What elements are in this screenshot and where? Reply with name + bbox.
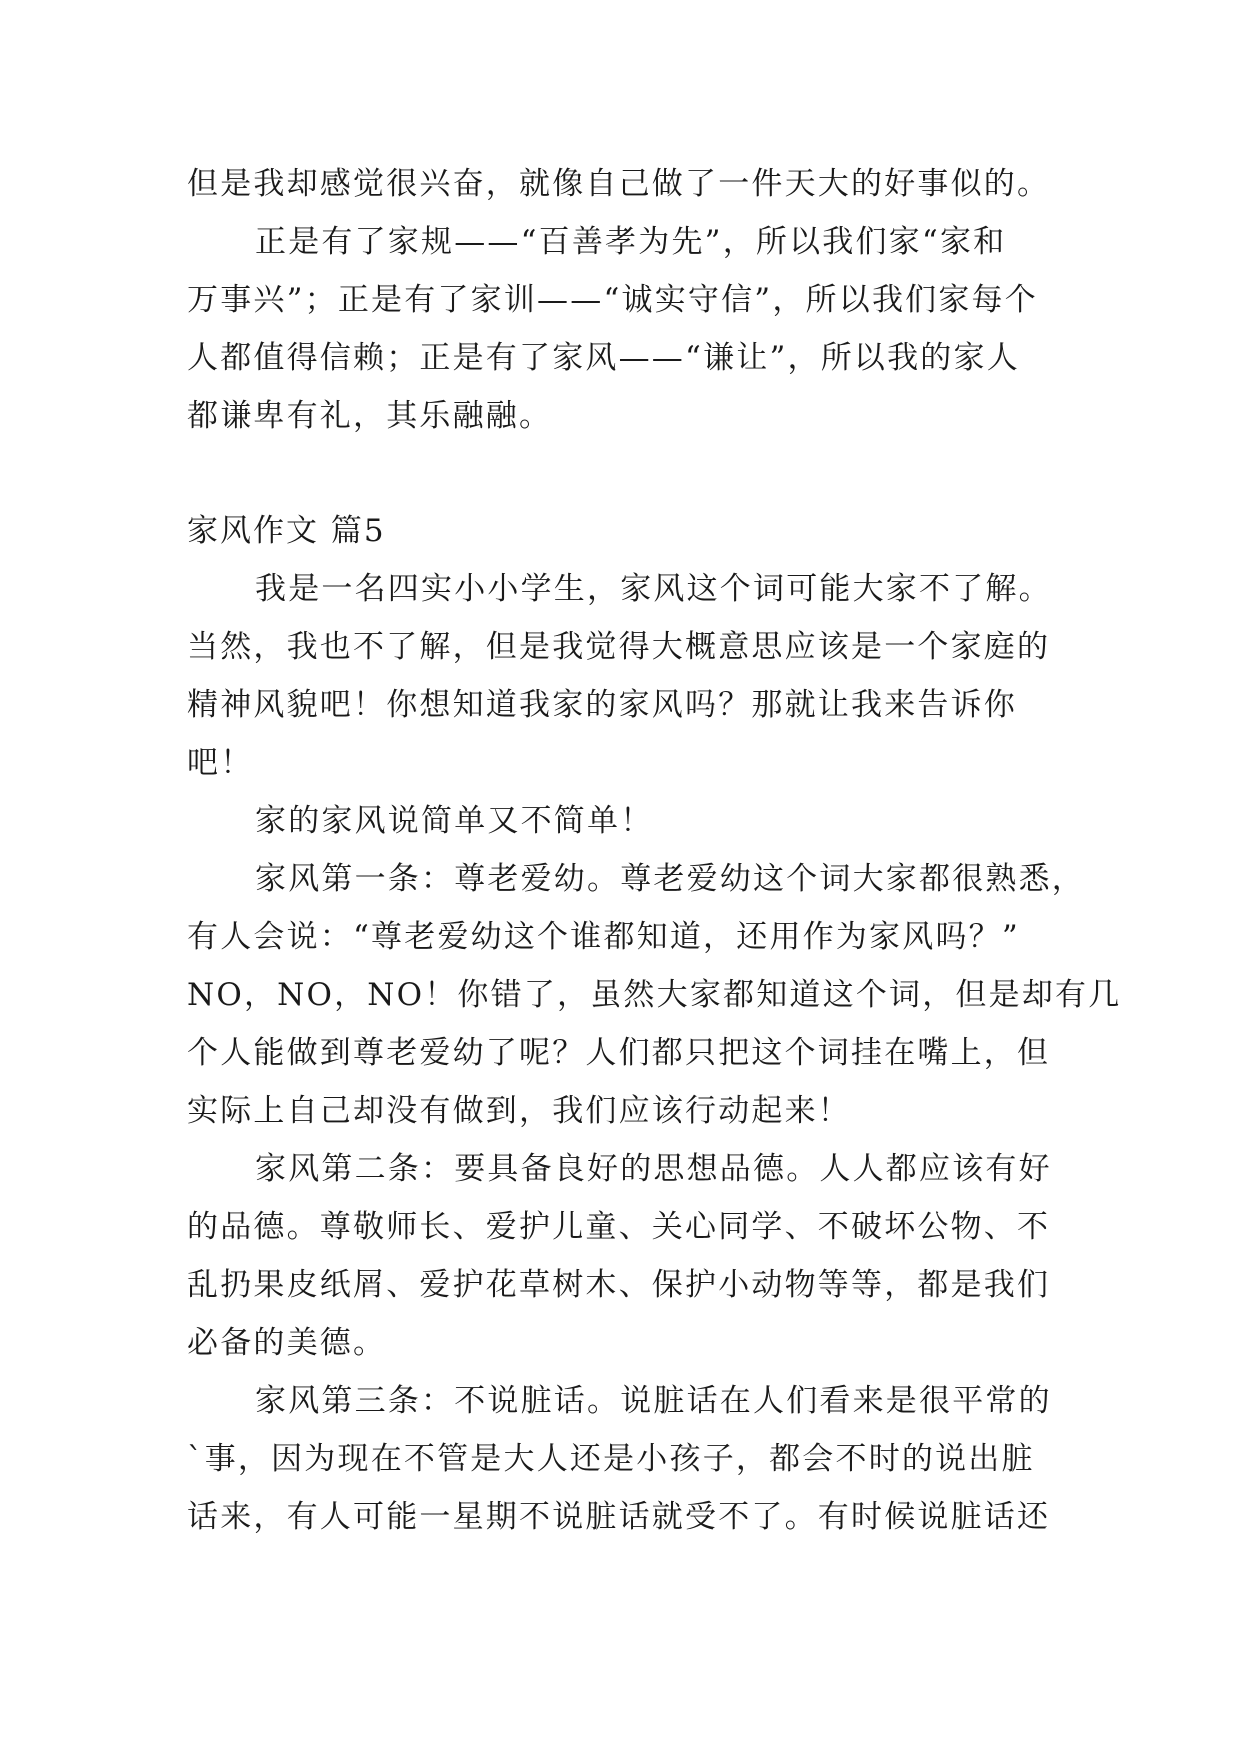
paragraph-line: 都谦卑有礼，其乐融融。 [187, 398, 553, 434]
paragraph-line: 吧！ [187, 745, 254, 781]
paragraph-line: 话来，有人可能一星期不说脏话就受不了。有时候说脏话还 [187, 1499, 1051, 1535]
paragraph-line: 实际上自己却没有做到，我们应该行动起来！ [187, 1093, 851, 1129]
paragraph-line: 人都值得信赖；正是有了家风——“谦让”，所以我的家人 [187, 340, 1020, 376]
paragraph-line: 乱扔果皮纸屑、爱护花草树木、保护小动物等等，都是我们 [187, 1267, 1051, 1303]
paragraph-line: 有人会说：“尊老爱幼这个谁都知道，还用作为家风吗？” [187, 919, 1020, 955]
section-heading: 家风作文 篇5 [187, 513, 386, 549]
paragraph-line: 家风第三条：不说脏话。说脏话在人们看来是很平常的 [255, 1383, 1052, 1419]
paragraph-line: 我是一名四实小小学生，家风这个词可能大家不了解。 [255, 571, 1052, 607]
paragraph-line: 当然，我也不了解，但是我觉得大概意思应该是一个家庭的 [187, 629, 1051, 665]
paragraph-line: 家风第二条：要具备良好的思想品德。人人都应该有好 [255, 1151, 1052, 1187]
paragraph-line: 家风第一条：尊老爱幼。尊老爱幼这个词大家都很熟悉， [255, 861, 1085, 897]
paragraph-line: 但是我却感觉很兴奋，就像自己做了一件天大的好事似的。 [187, 166, 1051, 202]
paragraph-line: 的品德。尊敬师长、爱护儿童、关心同学、不破坏公物、不 [187, 1209, 1051, 1245]
paragraph-line: 家的家风说简单又不简单！ [255, 803, 654, 839]
paragraph-line: 万事兴”；正是有了家训——“诚实守信”，所以我们家每个 [187, 282, 1038, 318]
paragraph-line: 正是有了家规——“百善孝为先”，所以我们家“家和 [255, 224, 1007, 260]
paragraph-line: 必备的美德。 [187, 1325, 387, 1361]
paragraph-line: 个人能做到尊老爱幼了呢？人们都只把这个词挂在嘴上，但 [187, 1035, 1051, 1071]
paragraph-line: NO，NO，NO！你错了，虽然大家都知道这个词，但是却有几 [187, 977, 1122, 1013]
paragraph-line: `事，因为现在不管是大人还是小孩子，都会不时的说出脏 [187, 1441, 1035, 1477]
paragraph-line: 精神风貌吧！你想知道我家的家风吗？那就让我来告诉你 [187, 687, 1017, 723]
